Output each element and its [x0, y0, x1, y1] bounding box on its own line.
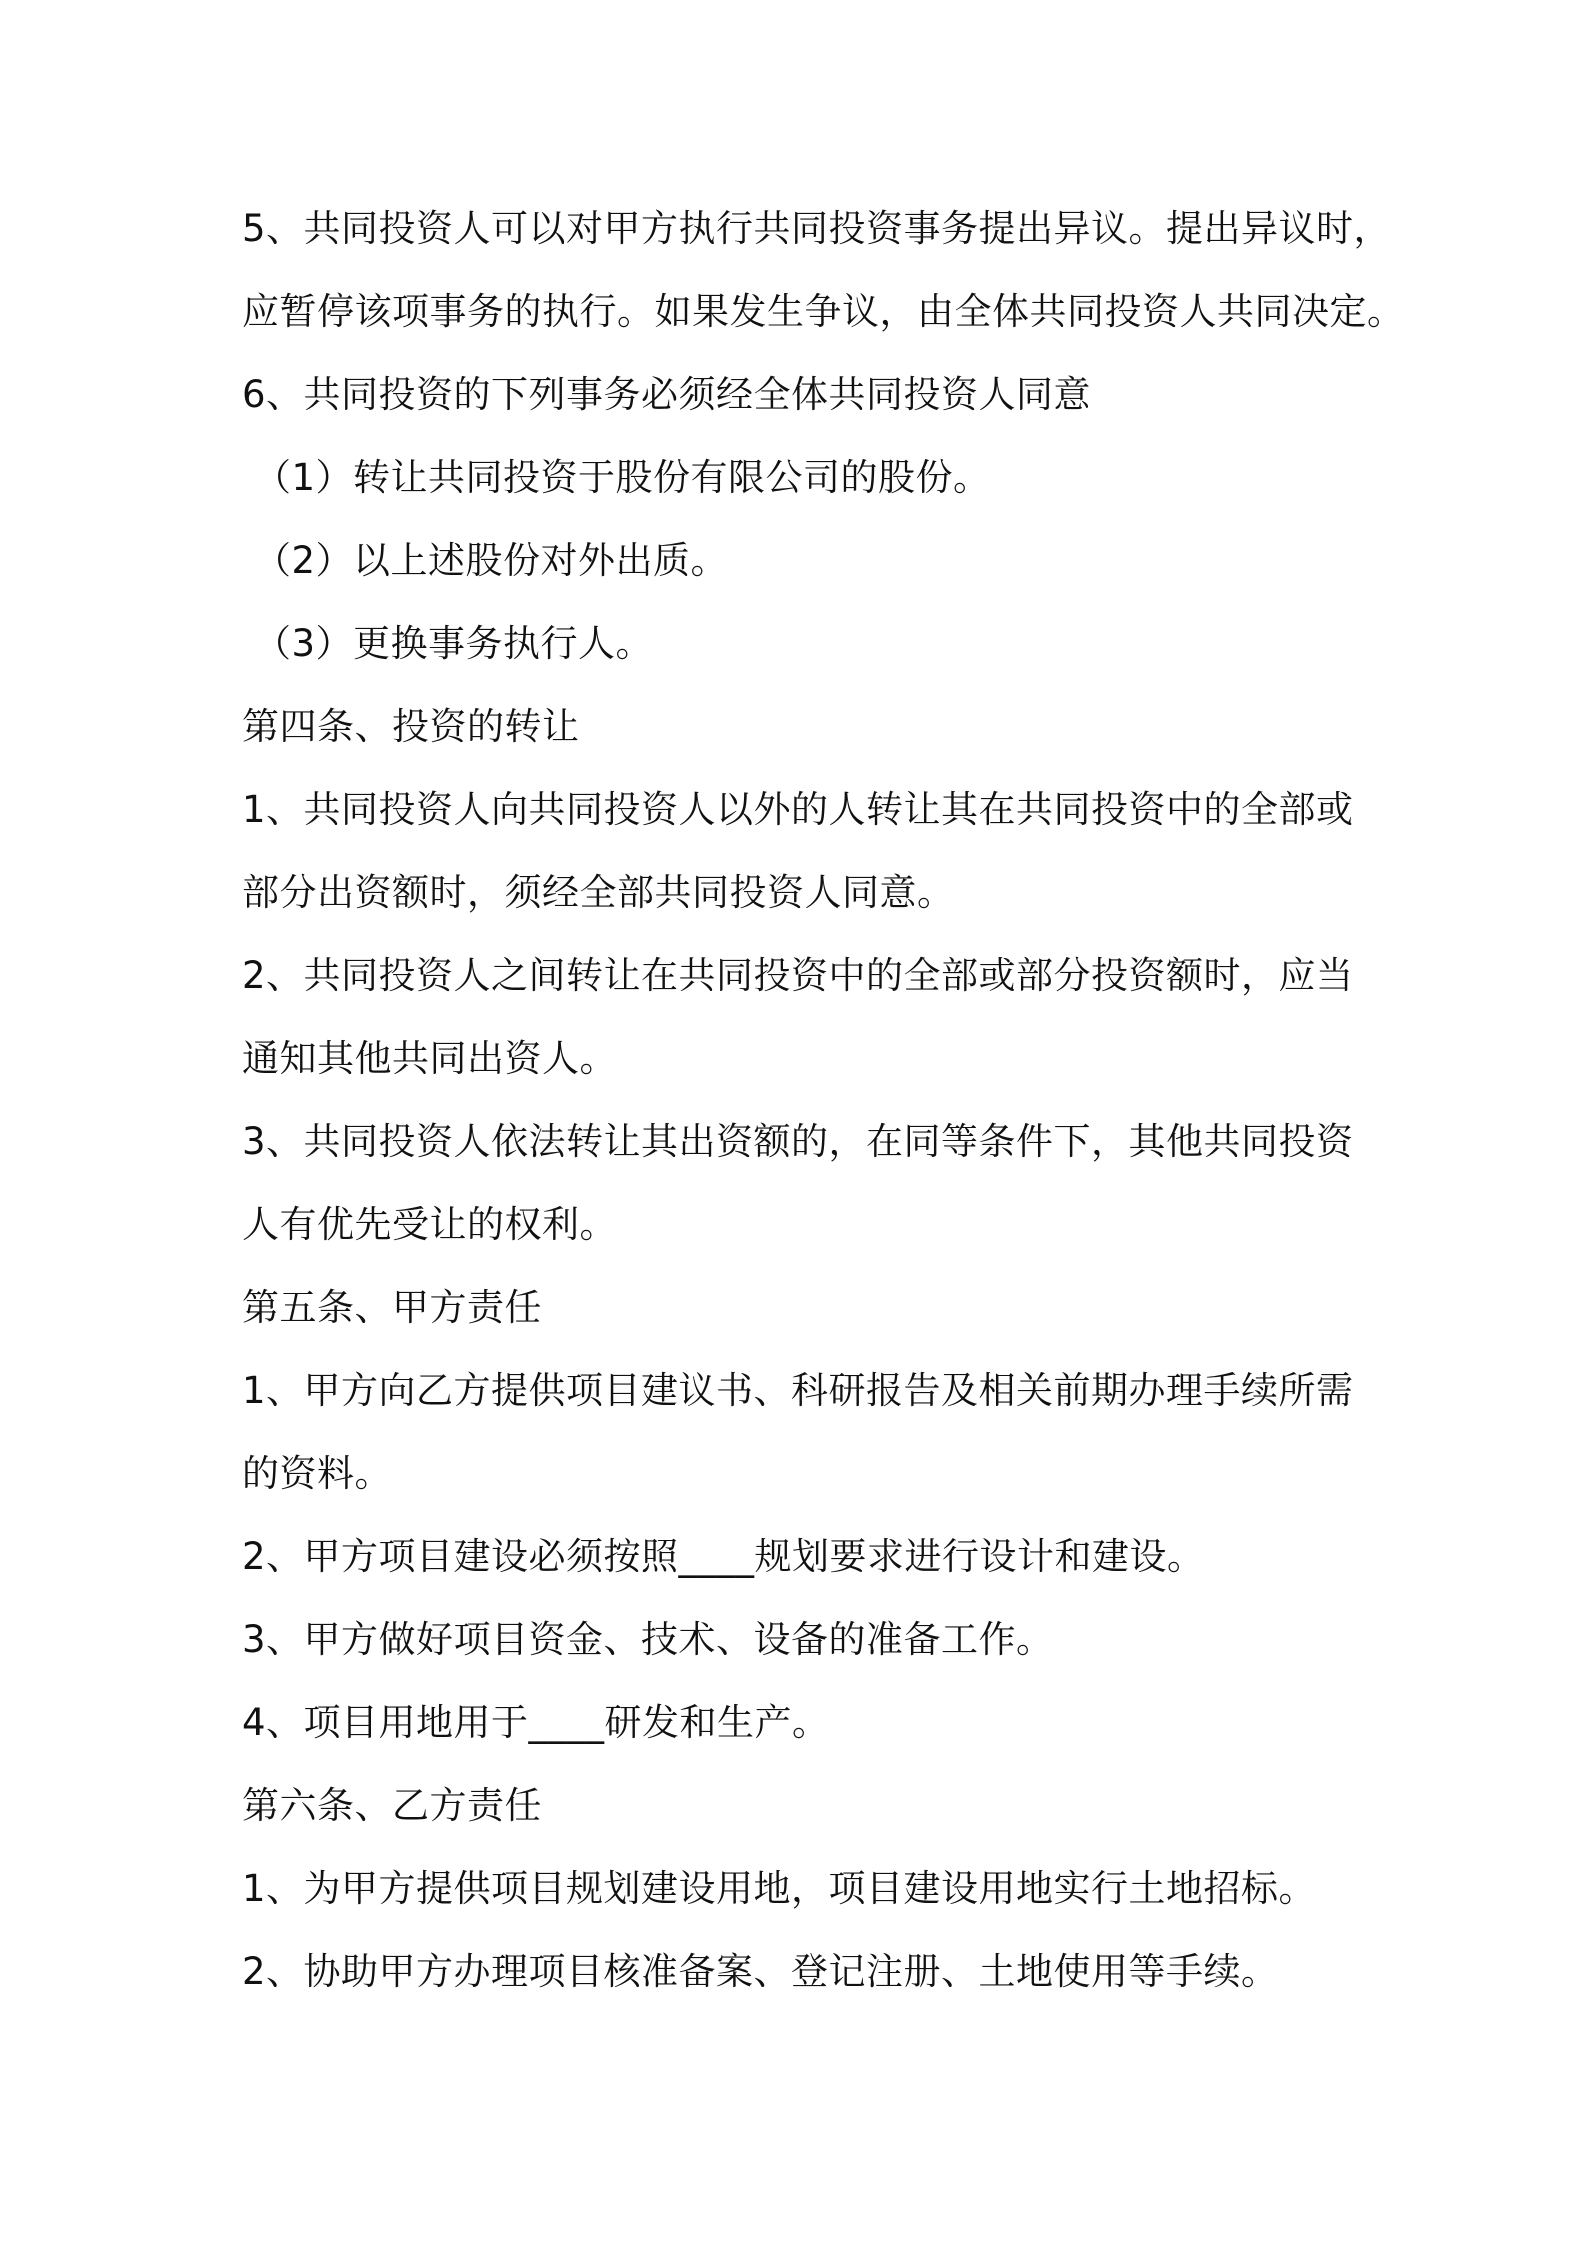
article-6-clause-1: 1、为甲方提供项目规划建设用地，项目建设用地实行土地招标。 [242, 1867, 1317, 1910]
article-4-clause-3-line-1: 3、共同投资人依法转让其出资额的，在同等条件下，其他共同投资 [242, 1120, 1354, 1163]
clause-5-line-2: 应暂停该项事务的执行。如果发生争议，由全体共同投资人共同决定。 [242, 290, 1405, 333]
clause-6-item-1: （1）转让共同投资于股份有限公司的股份。 [254, 456, 991, 499]
article-4-clause-3-line-2: 人有优先受让的权利。 [242, 1203, 617, 1246]
article-4-clause-2-line-2: 通知其他共同出资人。 [242, 1037, 617, 1080]
article-6-clause-2: 2、协助甲方办理项目核准备案、登记注册、土地使用等手续。 [242, 1950, 1279, 1993]
article-4-clause-2-line-1: 2、共同投资人之间转让在共同投资中的全部或部分投资额时，应当 [242, 954, 1354, 997]
article-5-title: 第五条、甲方责任 [242, 1286, 542, 1329]
clause-5-line-1: 5、共同投资人可以对甲方执行共同投资事务提出异议。提出异议时， [242, 207, 1392, 250]
clause-6-heading: 6、共同投资的下列事务必须经全体共同投资人同意 [242, 373, 1092, 416]
article-4-clause-1-line-1: 1、共同投资人向共同投资人以外的人转让其在共同投资中的全部或 [242, 788, 1354, 831]
article-5-clause-2: 2、甲方项目建设必须按照____规划要求进行设计和建设。 [242, 1535, 1205, 1578]
article-5-clause-1-line-1: 1、甲方向乙方提供项目建议书、科研报告及相关前期办理手续所需 [242, 1369, 1354, 1412]
article-6-title: 第六条、乙方责任 [242, 1784, 542, 1827]
clause-6-item-3: （3）更换事务执行人。 [254, 622, 654, 665]
article-5-clause-3: 3、甲方做好项目资金、技术、设备的准备工作。 [242, 1618, 1054, 1661]
article-5-clause-1-line-2: 的资料。 [242, 1452, 392, 1495]
clause-6-item-2: （2）以上述股份对外出质。 [254, 539, 729, 582]
article-5-clause-4: 4、项目用地用于____研发和生产。 [242, 1701, 830, 1744]
article-4-clause-1-line-2: 部分出资额时，须经全部共同投资人同意。 [242, 871, 955, 914]
article-4-title: 第四条、投资的转让 [242, 705, 580, 748]
